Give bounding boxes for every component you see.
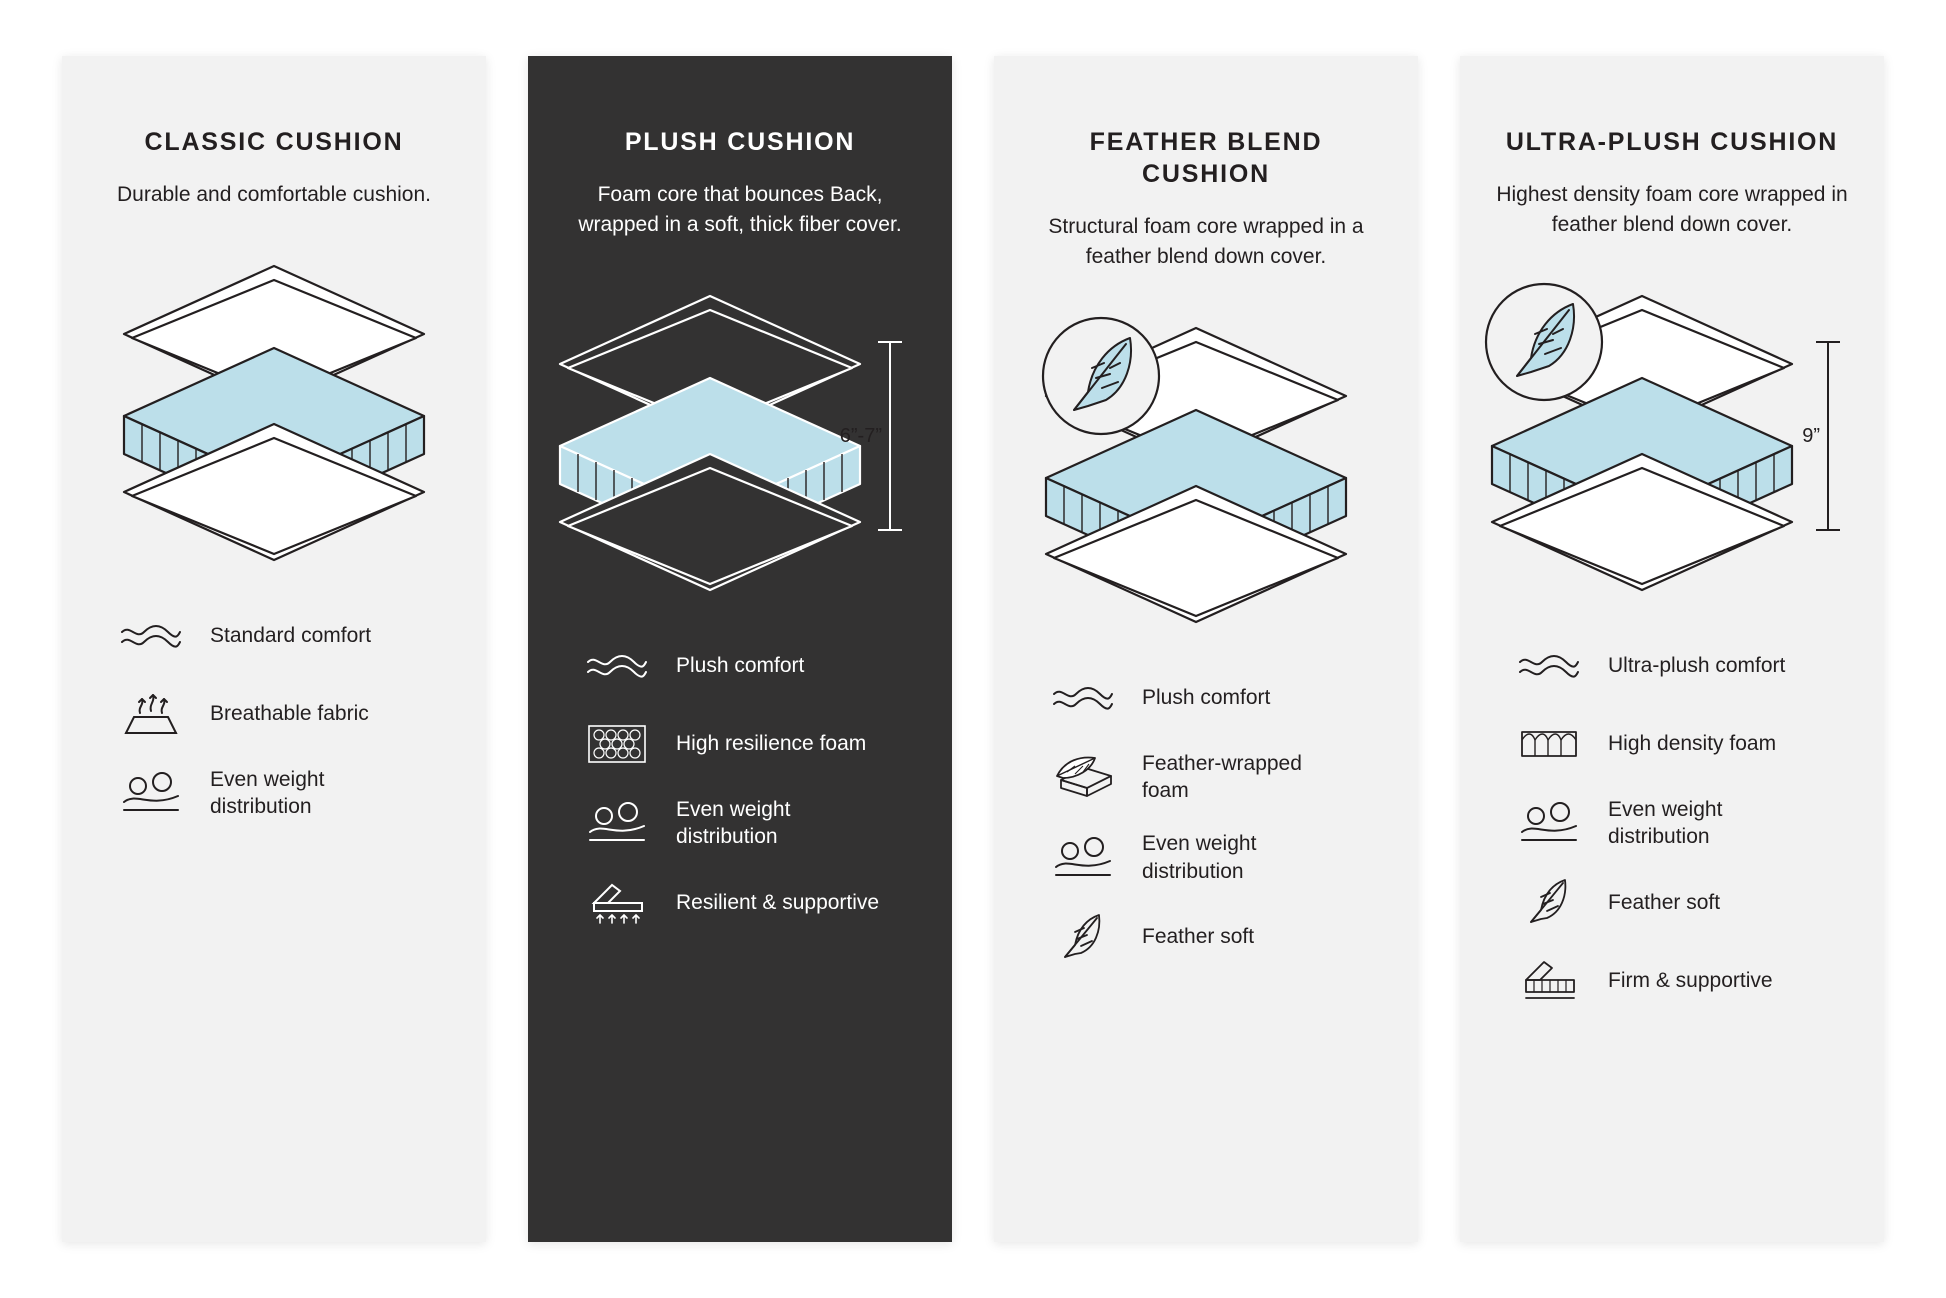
feature-label: Plush comfort [1142,685,1271,709]
feature-label: High density foam [1608,731,1777,755]
feature-label: Ultra-plush comfort [1608,653,1786,677]
page-title: CLASSIC CUSHION [144,128,404,156]
cushion-layer-diagram [96,246,452,566]
wave-icon [1512,640,1586,692]
cushion-card-plush [528,56,952,1242]
list-item [1046,830,1384,885]
cushion-card-feather-blend [994,56,1418,1242]
card-description: Foam core that bounces Back, wrapped in a soft, thick fiber cover. [578,183,902,236]
feature-label: Firm & supportive [1608,968,1773,992]
feature-label: Feather soft [1608,890,1721,914]
wave-icon [580,640,654,692]
even-weight-icon [1512,797,1586,849]
cushion-card-classic [62,56,486,1242]
cushion-layer-diagram [1494,276,1850,596]
list-item [580,796,918,851]
list-item [580,718,918,770]
dimension-label: 6”-7” [839,424,882,447]
feature-label: Even weight distribution [210,767,325,819]
list-item [1046,911,1384,963]
list-item [1046,750,1384,805]
feature-label: Even weight distribution [1608,797,1723,848]
list-item [114,610,452,662]
list-item [580,876,918,928]
feature-label: High resilience foam [676,731,867,755]
cushion-card-ultra-plush [1460,56,1884,1242]
list-item [1512,718,1850,770]
cushion-layer-diagram [1028,308,1384,628]
seat-support-icon [1512,954,1586,1006]
feature-list [1028,672,1384,963]
list-item [114,688,452,740]
even-weight-icon [580,797,654,849]
wave-icon [114,610,188,662]
card-description: Durable and comfortable cushion. [116,183,431,206]
honeycomb-foam-icon [580,718,654,770]
list-item [114,766,452,821]
feature-label: Plush comfort [676,653,805,677]
wave-icon [1046,672,1120,724]
feature-list [562,640,918,929]
feature-list [1494,640,1850,1007]
page-title: ULTRA-PLUSH CUSHION [1505,128,1839,156]
high-density-foam-icon [1512,718,1586,770]
page-title: FEATHER BLEND CUSHION [1089,128,1323,188]
feather-badge-icon [1043,318,1159,434]
feature-label: Breathable fabric [210,702,369,726]
feature-label: Standard comfort [210,624,372,648]
breathable-fabric-icon [114,688,188,740]
feather-badge-icon [1486,284,1602,400]
dimension-label: 9” [1802,424,1820,447]
list-item [1512,954,1850,1006]
feather-icon [1512,876,1586,928]
page-title: PLUSH CUSHION [624,128,856,156]
feather-icon [1046,911,1120,963]
card-description: Structural foam core wrapped in a feather blend down cover. [1048,215,1364,268]
list-item [580,640,918,692]
cushion-layer-diagram [562,276,918,596]
feather-wrapped-foam-icon [1046,751,1120,803]
even-weight-icon [1046,832,1120,884]
feature-label: Feather-wrapped foam [1142,751,1302,802]
feature-label: Even weight distribution [676,797,791,848]
feature-label: Feather soft [1142,925,1255,949]
card-description: Highest density foam core wrapped in feather blend down cover. [1496,183,1848,236]
list-item [1512,640,1850,692]
feature-label: Even weight distribution [1142,832,1257,883]
feature-label: Resilient & supportive [676,890,880,914]
seat-support-icon [580,876,654,928]
list-item [1512,876,1850,928]
list-item [1046,672,1384,724]
list-item [1512,796,1850,851]
feature-list [96,610,452,821]
even-weight-icon [114,767,188,819]
